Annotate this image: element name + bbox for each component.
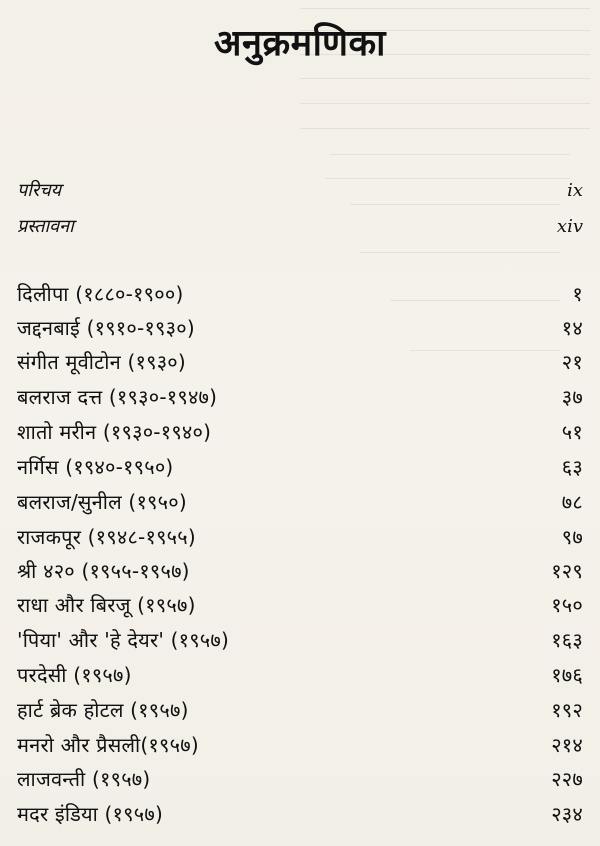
bleed-line [360, 252, 560, 253]
toc-row [17, 492, 583, 512]
toc-entry-label: बलराज दत्त (१९३०-१९४७) [17, 385, 218, 409]
toc-row [17, 769, 583, 789]
bleed-line [325, 178, 570, 179]
toc-entry-page: ३७ [561, 385, 583, 409]
toc-entry-page: २१ [561, 350, 583, 374]
intro-entry-introduction [17, 218, 583, 236]
toc-row [17, 700, 583, 720]
toc-row [17, 665, 583, 685]
toc-entry-label: दिलीपा (१८८०-१९००) [17, 282, 184, 306]
bleed-line [330, 154, 570, 155]
toc-entry-page: १२९ [551, 559, 583, 583]
bleed-line [300, 8, 590, 9]
toc-row [17, 804, 583, 824]
intro-entry-page: xiv [556, 216, 583, 237]
toc-entry-label: बलराज/सुनील (१९५०) [17, 490, 187, 514]
bleed-line [300, 103, 590, 104]
toc-row [17, 527, 583, 547]
intro-entry-label: प्रस्तावना [17, 216, 74, 237]
toc-entry-page: ९७ [561, 525, 583, 549]
toc-entry-label: श्री ४२० (१९५५-१९५७) [17, 559, 190, 583]
toc-entry-page: १७६ [551, 663, 583, 687]
toc-row [17, 630, 583, 650]
toc-entry-page: ५१ [561, 420, 583, 444]
toc-entry-label: राजकपूर (१९४८-१९५५) [17, 525, 196, 549]
toc-entry-page: १ [572, 282, 583, 306]
toc-entry-label: 'पिया' और 'हे देयर' (१९५७) [17, 628, 230, 652]
toc-entry-page: १४ [561, 316, 583, 340]
toc-row [17, 352, 583, 372]
intro-entry-preface [17, 182, 583, 200]
toc-entry-page: १६३ [551, 628, 583, 652]
toc-entry-label: हार्ट ब्रेक होटल (१९५७) [17, 698, 189, 722]
toc-entry-label: मनरो और प्रैसली(१९५७) [17, 733, 199, 757]
toc-entry-label: नर्गिस (१९४०-१९५०) [17, 455, 174, 479]
toc-row [17, 422, 583, 442]
toc-row [17, 735, 583, 755]
bleed-line [300, 128, 590, 129]
bleed-line [410, 350, 560, 351]
toc-entry-page: १९२ [551, 698, 583, 722]
toc-entry-label: लाजवन्ती (१९५७) [17, 767, 151, 791]
page-title: अनुक्रमणिका [214, 23, 386, 64]
toc-entry-label: राधा और बिरजू (१९५७) [17, 593, 196, 617]
toc-entry-page: ६३ [561, 455, 583, 479]
intro-entry-page: ix [567, 180, 583, 201]
toc-row [17, 595, 583, 615]
toc-row [17, 561, 583, 581]
toc-entry-page: २१४ [551, 733, 583, 757]
toc-entry-label: मदर इंडिया (१९५७) [17, 802, 163, 826]
toc-entry-page: ७८ [561, 490, 583, 514]
toc-entry-label: शातो मरीन (१९३०-१९४०) [17, 420, 212, 444]
toc-entry-label: परदेसी (१९५७) [17, 663, 132, 687]
bleed-line [300, 78, 590, 79]
toc-row [17, 284, 583, 304]
toc-entry-label: जद्दनबाई (१९१०-१९३०) [17, 316, 195, 340]
toc-row [17, 318, 583, 338]
toc-entry-label: संगीत मूवीटोन (१९३०) [17, 350, 186, 374]
toc-entry-page: २२७ [551, 767, 583, 791]
toc-entry-page: २३४ [551, 802, 583, 826]
intro-entry-label: परिचय [17, 180, 62, 201]
toc-row [17, 387, 583, 407]
toc-row [17, 457, 583, 477]
bleed-line [350, 204, 560, 205]
toc-entry-page: १५० [551, 593, 583, 617]
